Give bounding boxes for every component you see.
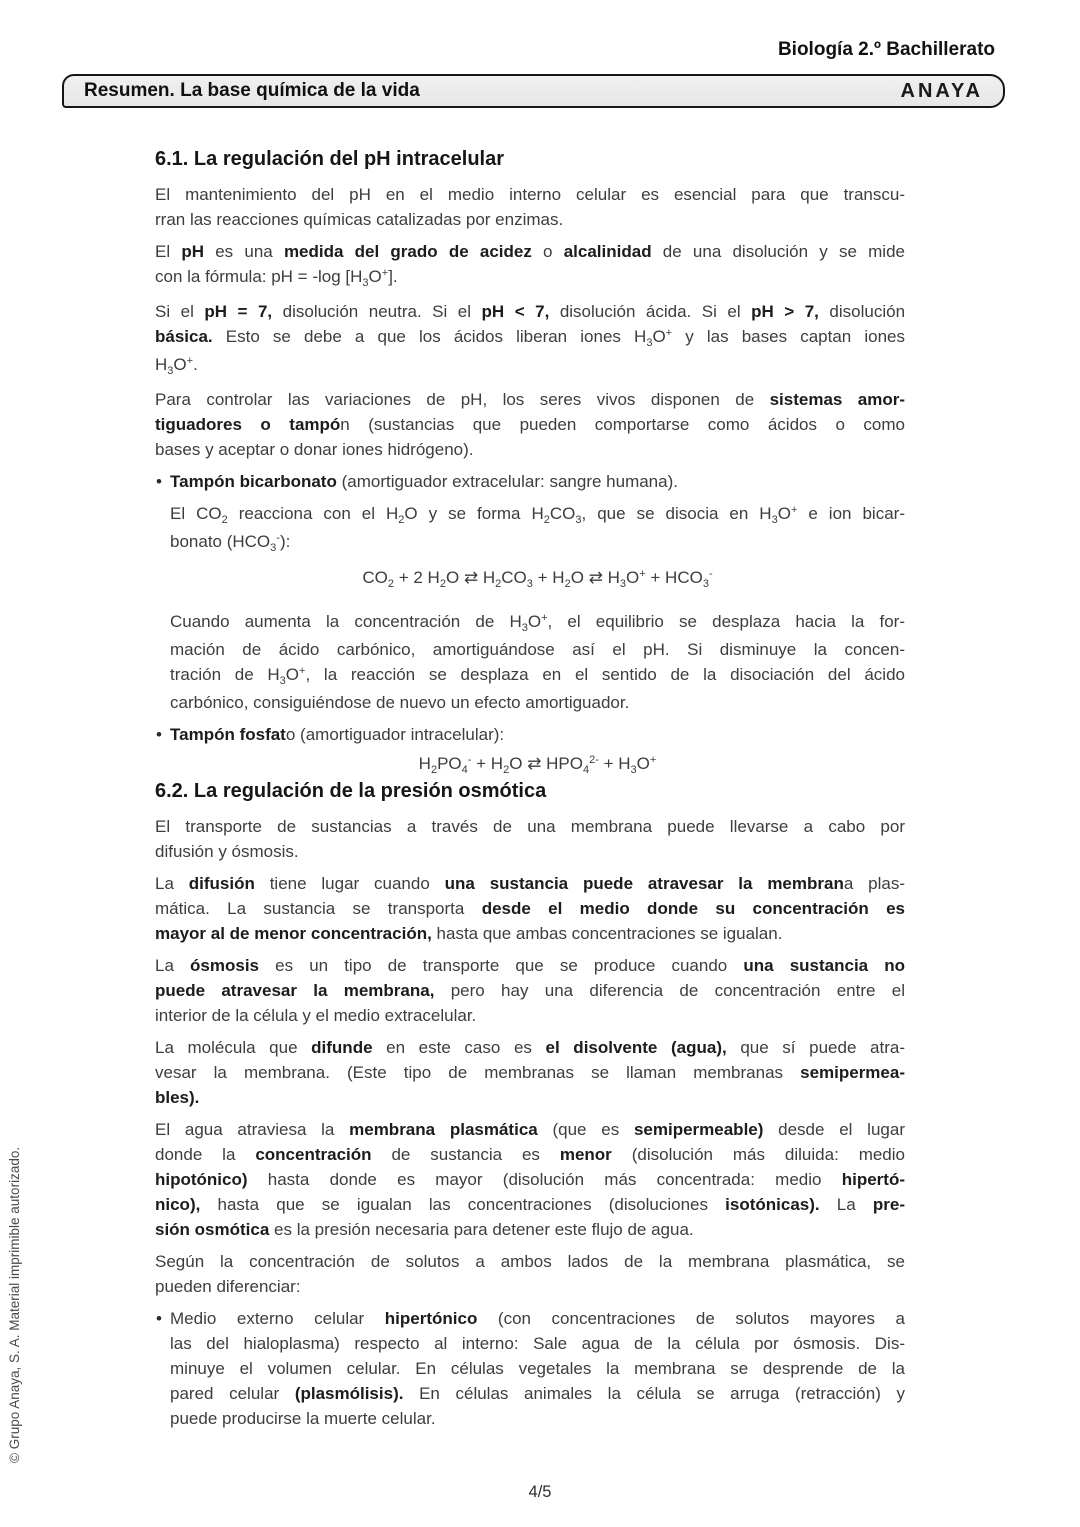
bullet-item-medio-hipertonico xyxy=(155,1306,905,1431)
section-6-2-heading: 6.2. La regulación de la presión osmótica xyxy=(155,780,547,802)
bullet-icon: • xyxy=(156,472,162,491)
paragraph-co2-reaction: El $CO_2$ reacciona con el $H_2O$ y se forma $H_2CO_3$, que se disocia en $H_3O^+$ e ion bicar- bonato $(HCO_3^-)$: xyxy=(170,504,905,554)
bullet-text-tampon-fosfato: Tampón fosfato (amortiguador intracelular): xyxy=(170,725,505,744)
page-number: 4/5 xyxy=(528,1483,552,1501)
doc-header-title: Biología 2.º Bachillerato xyxy=(777,39,995,60)
anaya-logo: ANAYA xyxy=(900,79,983,102)
bullet-item-tampon-bicarbonato xyxy=(155,469,905,494)
paragraph-membrane-transport: El transporte de sustancias a través de una membrana puede llevarse a cabo por difusión y ósmosis. xyxy=(155,817,905,861)
paragraph-disolvente: La molécula que difunde en este caso es el disolvente (agua), que sí puede atra- vesar la membrana. (Este tipo de membranas se llaman membranas semipermea- bles). xyxy=(155,1038,905,1107)
paragraph-equilibrium-shift: Cuando aumenta la concentración de $H_3O^+$, el equilibrio se desplaza hacia la for- mación de ácido carbónico, amortiguándose así el pH. Si disminuye la concen- tración de $H_3O^+$, la reacción se desplaza en el sentido de la disociación del ácido carbónico, consiguiéndose de nuevo un efecto amortiguador. xyxy=(170,612,905,712)
bullet-item-tampon-fosfato xyxy=(155,722,905,747)
paragraph-segun-concentracion: Según la concentración de solutos a ambos lados de la membrana plasmática, se pueden diferenciar: xyxy=(155,1252,905,1296)
paragraph-ph-maintenance: El mantenimiento del pH en el medio interno celular es esencial para que transcu- rran las reacciones químicas catalizadas por enzimas. xyxy=(155,185,905,229)
paragraph-presion-osmotica: El agua atraviesa la membrana plasmática (que es semipermeable) desde el lugar donde la concentración de sustancia es menor (disolución más diluida: medio hipotónico) hasta donde es mayor (disolución más concentrada: medio hipertó- nico), hasta que se igualan las concentraciones (disoluciones isotónicas). La pre- sión osmótica es la presión necesaria para detener este flujo de agua. xyxy=(155,1120,906,1239)
banner-title: Resumen. La base química de la vida xyxy=(84,80,420,101)
equation-phosphate-buffer: $H_2PO_4^- + H_2O$ ⇄ $HPO_4^{2-} + H_3O^+$ xyxy=(418,754,657,776)
paragraph-difusion: La difusión tiene lugar cuando una sustancia puede atravesar la membrana plas- mática. La sustancia se transporta desde el medio donde su concentración es mayor al de menor concentración, hasta que ambas concentraciones se igualan. xyxy=(155,874,905,943)
bullet-icon: • xyxy=(156,725,162,744)
paragraph-ph-scale: Si el pH = 7, disolución neutra. Si el pH < 7, disolución ácida. Si el pH > 7, disolución básica. Esto se debe a que los ácidos liberan iones $H_3O^+$ y las bases captan iones $H_3O^+$. xyxy=(155,302,906,377)
bullet-text-tampon-bicarbonato: Tampón bicarbonato (amortiguador extracelular: sangre humana). xyxy=(170,472,678,491)
content-area xyxy=(155,147,905,1438)
title-banner xyxy=(62,74,1005,108)
copyright-sidebar: © Grupo Anaya, S. A. Material imprimible autorizado. xyxy=(7,1146,22,1463)
bullet-text-medio-hipertonico: Medio externo celular hipertónico (con concentraciones de solutos mayores a las del hialoplasma) respecto al interno: Sale agua de la célula por ósmosis. Dis- minuye el volumen celular. En células vegetales la membrana se desprende de la pared celular (plasmólisis). En células animales la célula se arruga (retracción) y puede producirse la muerte celular. xyxy=(170,1309,905,1428)
bullet-icon: • xyxy=(156,1309,162,1328)
section-6-1-heading: 6.1. La regulación del pH intracelular xyxy=(155,148,504,170)
equation-bicarbonate-buffer: $CO_2 + 2$ $H_2O$ ⇄ $H_2CO_3 + H_2O$ ⇄ $H_3O^+ + HCO_3^-$ xyxy=(362,568,713,590)
paragraph-buffer-systems: Para controlar las variaciones de pH, los seres vivos disponen de sistemas amor- tiguadores o tampón (sustancias que pueden comportarse como ácidos o como bases y aceptar o donar iones hidrógeno). xyxy=(155,390,905,459)
paragraph-osmosis: La ósmosis es un tipo de transporte que se produce cuando una sustancia no puede atravesar la membrana, pero hay una diferencia de concentración entre el interior de la célula y el medio extracelular. xyxy=(155,956,905,1025)
paragraph-ph-definition: El pH es una medida del grado de acidez o alcalinidad de una disolución y se mide con la fórmula: pH = -log $[H_3O^+]$. xyxy=(155,242,905,289)
